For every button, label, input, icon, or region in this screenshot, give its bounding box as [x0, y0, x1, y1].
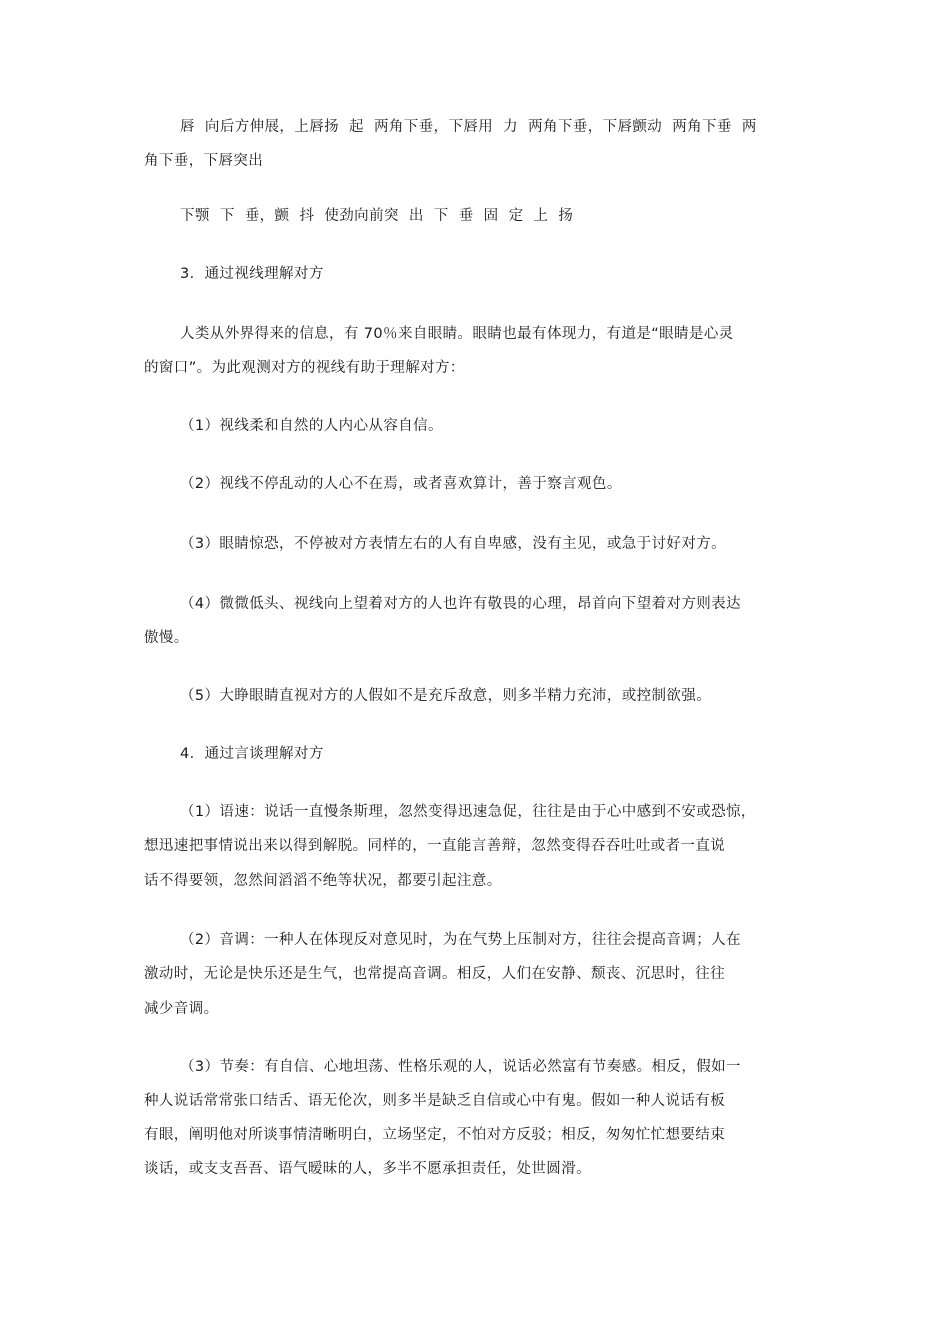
list-item: （1）语速：说话一直慢条斯理，忽然变得迅速急促，往往是由于心中感到不安或恐惊， [180, 804, 756, 820]
text-line: 有眼，阐明他对所谈事情清晰明白，立场坚定，不怕对方反驳；相反，匆匆忙忙想要结束 [144, 1127, 726, 1143]
text-line: 人类从外界得来的信息，有 70％来自眼睛。眼睛也最有体现力，有道是“眼睛是心灵 [180, 326, 734, 342]
list-item: （1）视线柔和自然的人内心从容自信。 [180, 418, 443, 434]
text-line: 的窗口”。为此观测对方的视线有助于理解对方： [144, 360, 465, 376]
text-line: 谈话，或支支吾吾、语气暧昧的人，多半不愿承担责任，处世圆滑。 [144, 1161, 591, 1177]
list-item: （2）音调：一种人在体现反对意见时，为在气势上压制对方，往往会提高音调；人在 [180, 932, 741, 948]
text-line: 下颚 下 垂，颤 抖 使劲向前突 出 下 垂 固 定 上 扬 [180, 208, 574, 224]
text-line: 种人说话常常张口结舌、语无伦次，则多半是缺乏自信或心中有鬼。假如一种人说话有板 [144, 1093, 726, 1109]
text-line: 想迅速把事情说出来以得到解脱。同样的，一直能言善辩，忽然变得吞吞吐吐或者一直说 [144, 838, 726, 854]
text-line: 傲慢。 [144, 630, 189, 646]
text-line: 话不得要领，忽然间滔滔不绝等状况，都要引起注意。 [144, 873, 502, 889]
section-heading: 3．通过视线理解对方 [180, 266, 324, 282]
list-item: （2）视线不停乱动的人心不在焉，或者喜欢算计，善于察言观色。 [180, 476, 622, 492]
list-item: （3）节奏：有自信、心地坦荡、性格乐观的人，说话必然富有节奏感。相反，假如一 [180, 1059, 741, 1075]
text-line: 角下垂，下唇突出 [144, 153, 264, 169]
list-item: （5）大睁眼睛直视对方的人假如不是充斥敌意，则多半精力充沛，或控制欲强。 [180, 688, 712, 704]
list-item: （4）微微低头、视线向上望着对方的人也许有敬畏的心理，昂首向下望着对方则表达 [180, 596, 741, 612]
text-line: 唇 向后方伸展，上唇扬 起 两角下垂，下唇用 力 两角下垂，下唇颤动 两角下垂 两 [180, 119, 757, 135]
text-line: 激动时，无论是快乐还是生气，也常提高音调。相反，人们在安静、颓丧、沉思时，往往 [144, 966, 726, 982]
text-line: 减少音调。 [144, 1001, 219, 1017]
section-heading: 4．通过言谈理解对方 [180, 746, 324, 762]
list-item: （3）眼睛惊恐，不停被对方表情左右的人有自卑感，没有主见，或急于讨好对方。 [180, 536, 727, 552]
